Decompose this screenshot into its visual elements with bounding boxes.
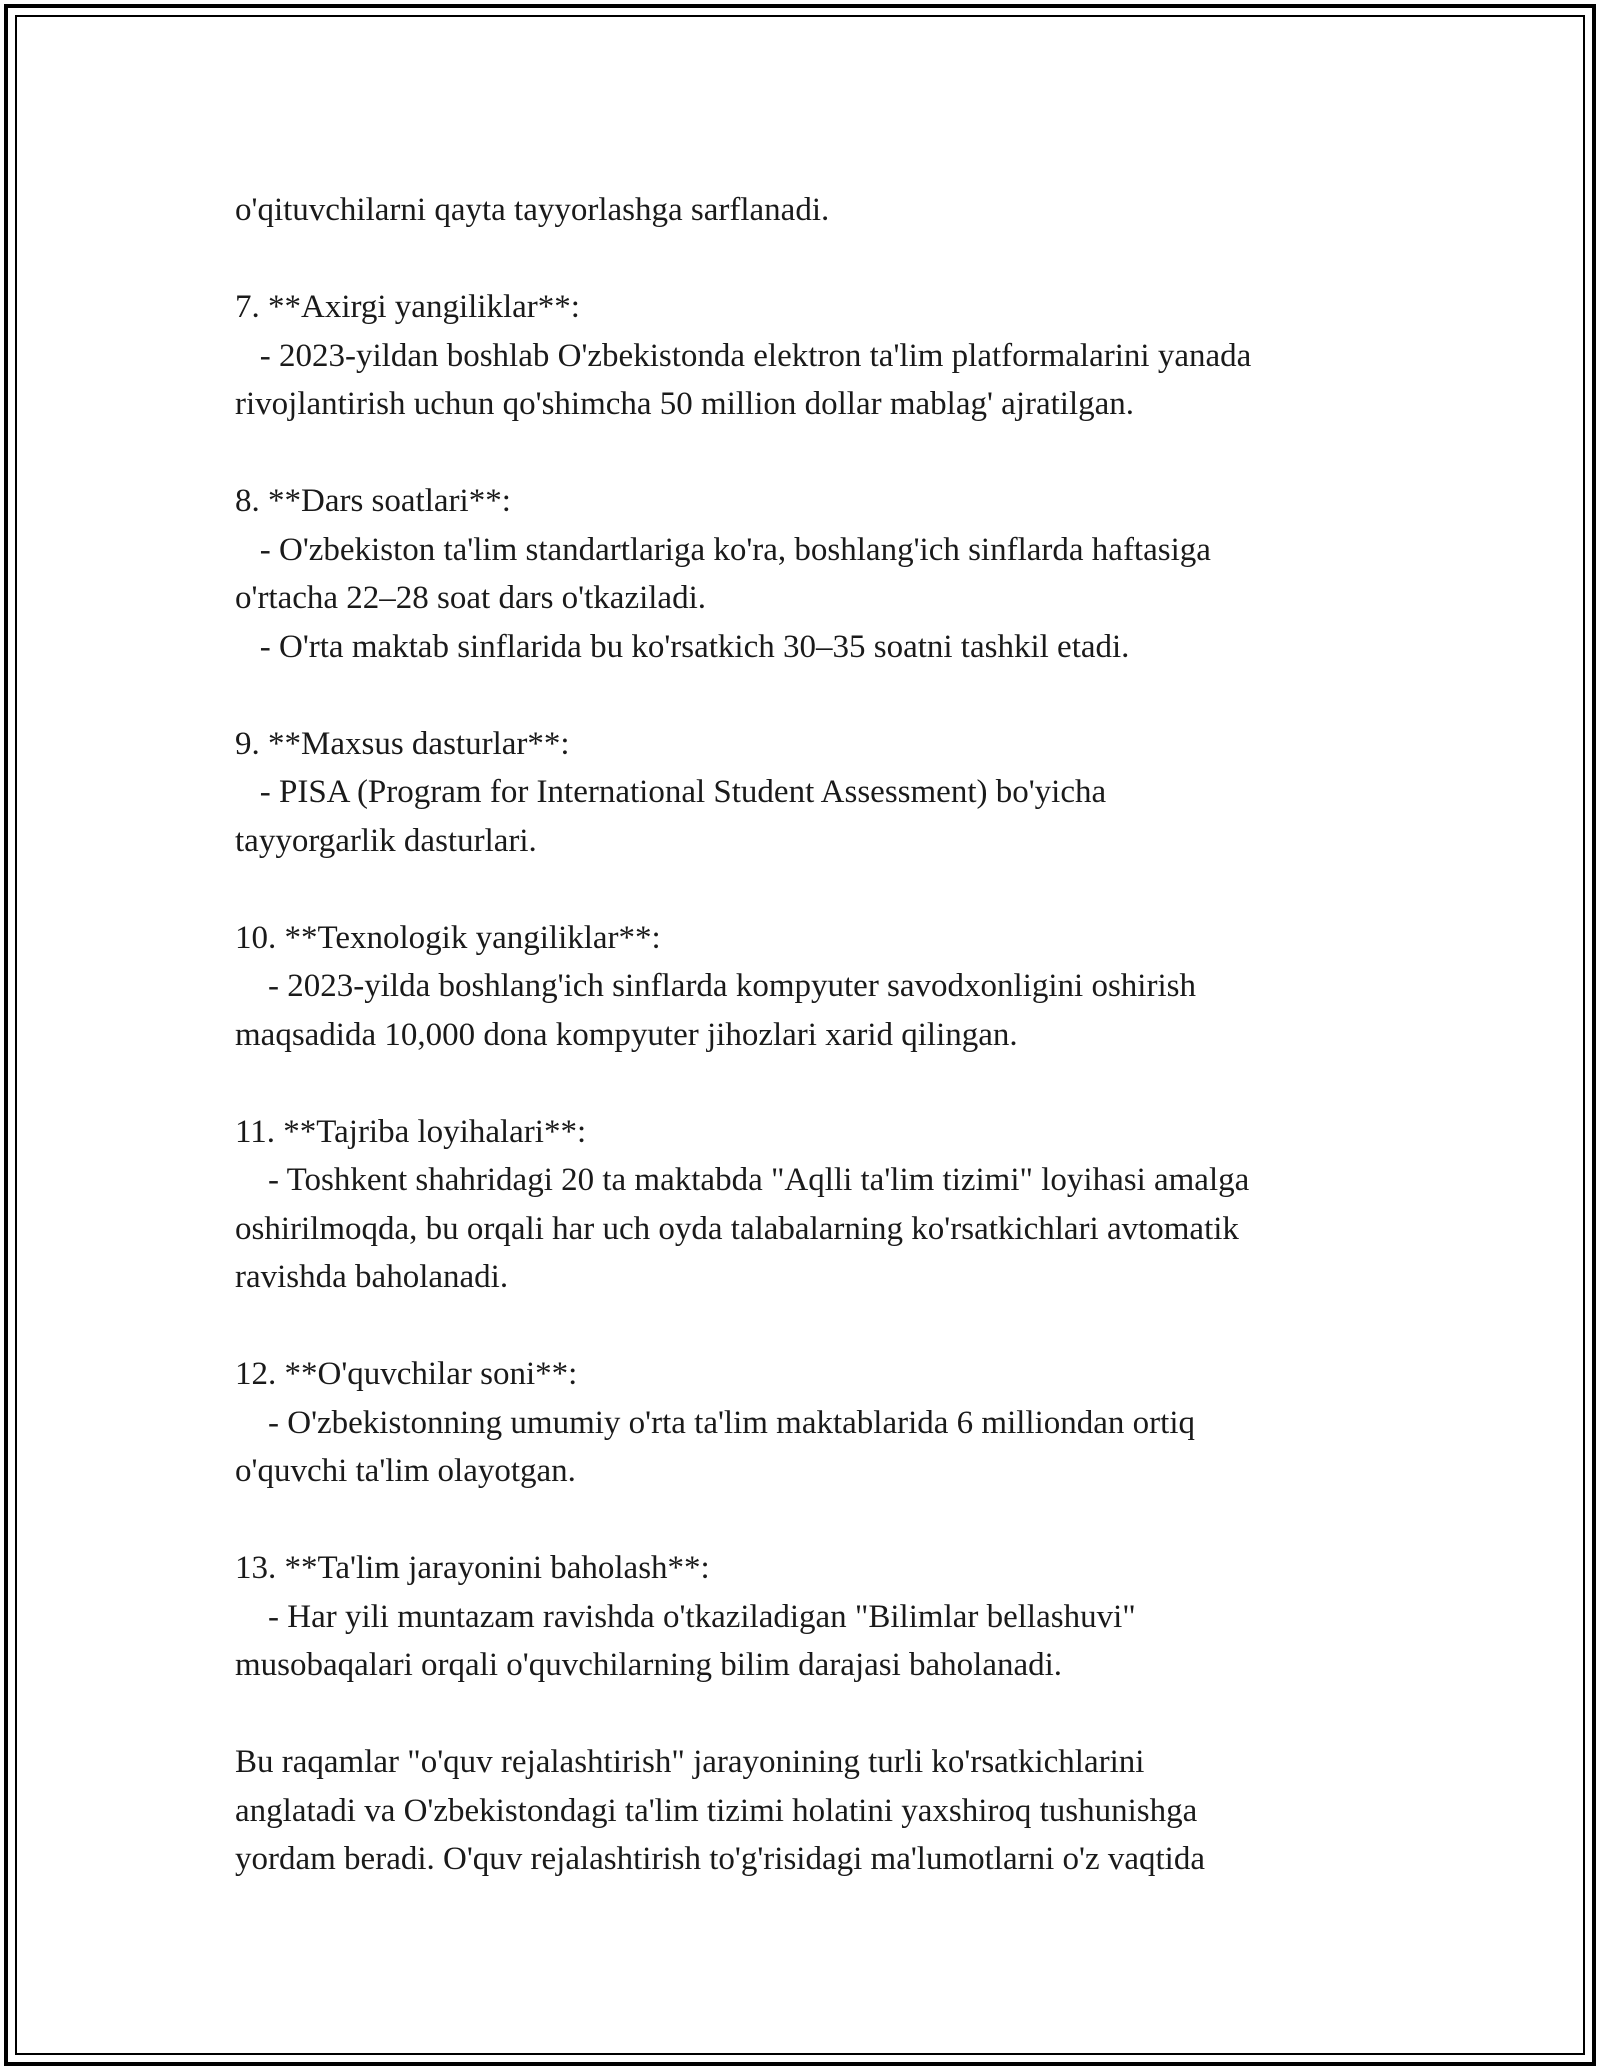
document-body <box>235 186 1415 1884</box>
text-line: - Har yili muntazam ravishda o'tkaziladigan "Bilimlar bellashuvi" <box>235 1598 1136 1635</box>
text-line: tayyorgarlik dasturlari. <box>235 822 537 859</box>
blank-line <box>235 1302 1415 1351</box>
text-line: - O'zbekiston ta'lim standartlariga ko'ra, boshlang'ich sinflarda haftasiga <box>235 531 1211 568</box>
section-heading-10: 10. **Texnologik yangiliklar**: <box>235 919 661 956</box>
text-line: - O'rta maktab sinflarida bu ko'rsatkich 30–35 soatni tashkil etadi. <box>235 628 1130 665</box>
conclusion-line: anglatadi va O'zbekistondagi ta'lim tizimi holatini yaxshiroq tushunishga <box>235 1792 1198 1829</box>
blank-line <box>235 429 1415 478</box>
blank-line <box>235 1690 1415 1739</box>
blank-line <box>235 1059 1415 1108</box>
section-heading-9: 9. **Maxsus dasturlar**: <box>235 725 570 762</box>
text-line: - PISA (Program for International Student Assessment) bo'yicha <box>235 774 1107 810</box>
text-line: - 2023-yilda boshlang'ich sinflarda kompyuter savodxonligini oshirish <box>235 968 1196 1004</box>
text-line: - O'zbekistonning umumiy o'rta ta'lim maktablarida 6 milliondan ortiq <box>235 1404 1195 1441</box>
conclusion-line: Bu raqamlar "o'quv rejalashtirish" jarayonining turli ko'rsatkichlarini <box>235 1744 1145 1780</box>
text-line: maqsadida 10,000 dona kompyuter jihozlari xarid qilingan. <box>235 1016 1018 1053</box>
text-line: ravishda baholanadi. <box>235 1259 509 1295</box>
section-heading-12: 12. **O'quvchilar soni**: <box>235 1356 578 1392</box>
blank-line <box>235 1496 1415 1545</box>
blank-line <box>235 865 1415 914</box>
text-line: musobaqalari orqali o'quvchilarning bilim darajasi baholanadi. <box>235 1647 1063 1683</box>
text-line: oshirilmoqda, bu orqali har uch oyda talabalarning ko'rsatkichlari avtomatik <box>235 1210 1239 1247</box>
section-heading-8: 8. **Dars soatlari**: <box>235 483 511 519</box>
text-line: o'quvchi ta'lim olayotgan. <box>235 1453 576 1489</box>
text-line: o'rtacha 22–28 soat dars o'tkaziladi. <box>235 580 706 616</box>
text-line: - Toshkent shahridagi 20 ta maktabda "Aqlli ta'lim tizimi" loyihasi amalga <box>235 1162 1250 1198</box>
section-heading-7: 7. **Axirgi yangiliklar**: <box>235 289 580 325</box>
conclusion-line: yordam beradi. O'quv rejalashtirish to'g'risidagi ma'lumotlarni o'z vaqtida <box>235 1841 1205 1877</box>
section-heading-11: 11. **Tajriba loyihalari**: <box>235 1113 587 1150</box>
text-line: rivojlantirish uchun qo'shimcha 50 million dollar mablag' ajratilgan. <box>235 386 1135 422</box>
text-line: - 2023-yildan boshlab O'zbekistonda elektron ta'lim platformalarini yanada <box>235 337 1252 374</box>
section-heading-13: 13. **Ta'lim jarayonini baholash**: <box>235 1550 710 1586</box>
blank-line <box>235 671 1415 720</box>
blank-line <box>235 235 1415 284</box>
text-line: o'qituvchilarni qayta tayyorlashga sarflanadi. <box>235 192 830 228</box>
